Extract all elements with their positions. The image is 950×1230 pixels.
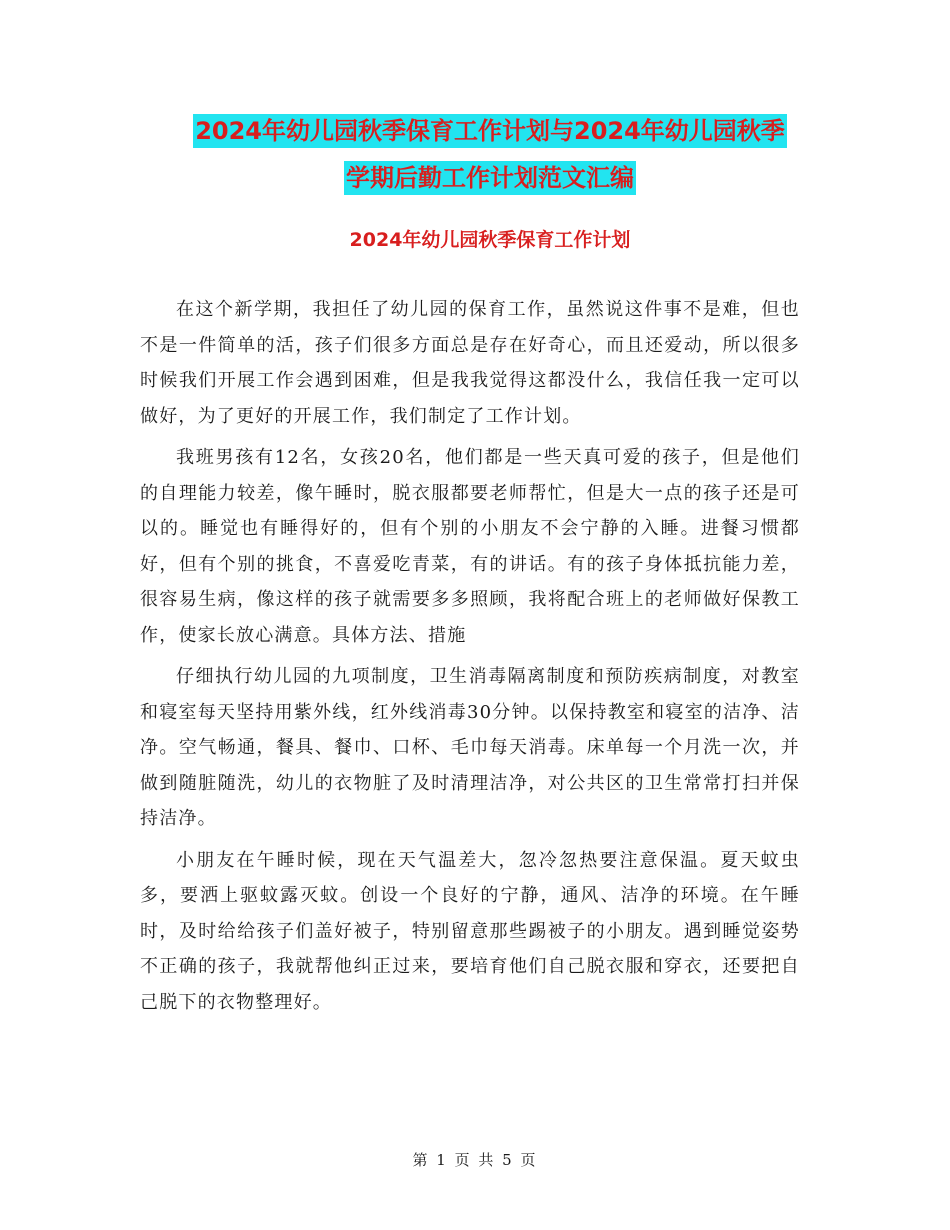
- document-title-line-1: 2024年幼儿园秋季保育工作计划与2024年幼儿园秋季: [193, 114, 787, 148]
- document-body: [140, 292, 800, 1026]
- paragraph: 仔细执行幼儿园的九项制度，卫生消毒隔离制度和预防疾病制度，对教室和寝室每天坚持用紫外线，红外线消毒30分钟。以保持教室和寝室的洁净、洁净。空气畅通，餐具、餐巾、口杯、毛巾每天消毒。床单每一个月洗一次，并做到随脏随洗，幼儿的衣物脏了及时清理洁净，对公共区的卫生常常打扫并保持洁净。: [140, 666, 800, 829]
- section-title: 2024年幼儿园秋季保育工作计划: [349, 229, 631, 251]
- page-number-footer: 第 1 页 共 5 页: [412, 1151, 538, 1169]
- paragraph: 我班男孩有12名，女孩20名，他们都是一些天真可爱的孩子，但是他们的自理能力较差，像午睡时，脱衣服都要老师帮忙，但是大一点的孩子还是可以的。睡觉也有睡得好的，但有个别的小朋友不会宁静的入睡。进餐习惯都好，但有个别的挑食，不喜爱吃青菜，有的讲话。有的孩子身体抵抗能力差，很容易生病，像这样的孩子就需要多多照顾，我将配合班上的老师做好保教工作，使家长放心满意。具体方法、措施: [140, 447, 800, 646]
- document-title: [140, 108, 840, 202]
- paragraph: 在这个新学期，我担任了幼儿园的保育工作，虽然说这件事不是难，但也不是一件简单的活，孩子们很多方面总是存在好奇心，而且还爱动，所以很多时候我们开展工作会遇到困难，但是我我觉得这都没什么，我信任我一定可以做好，为了更好的开展工作，我们制定了工作计划。: [140, 299, 800, 427]
- document-title-line-2: 学期后勤工作计划范文汇编: [344, 161, 636, 195]
- paragraph: 小朋友在午睡时候，现在天气温差大，忽冷忽热要注意保温。夏天蚊虫多，要洒上驱蚊露灭蚊。创设一个良好的宁静，通风、洁净的环境。在午睡时，及时给给孩子们盖好被子，特别留意那些踢被子的小朋友。遇到睡觉姿势不正确的孩子，我就帮他纠正过来，要培育他们自己脱衣服和穿衣，还要把自己脱下的衣物整理好。: [140, 849, 800, 1013]
